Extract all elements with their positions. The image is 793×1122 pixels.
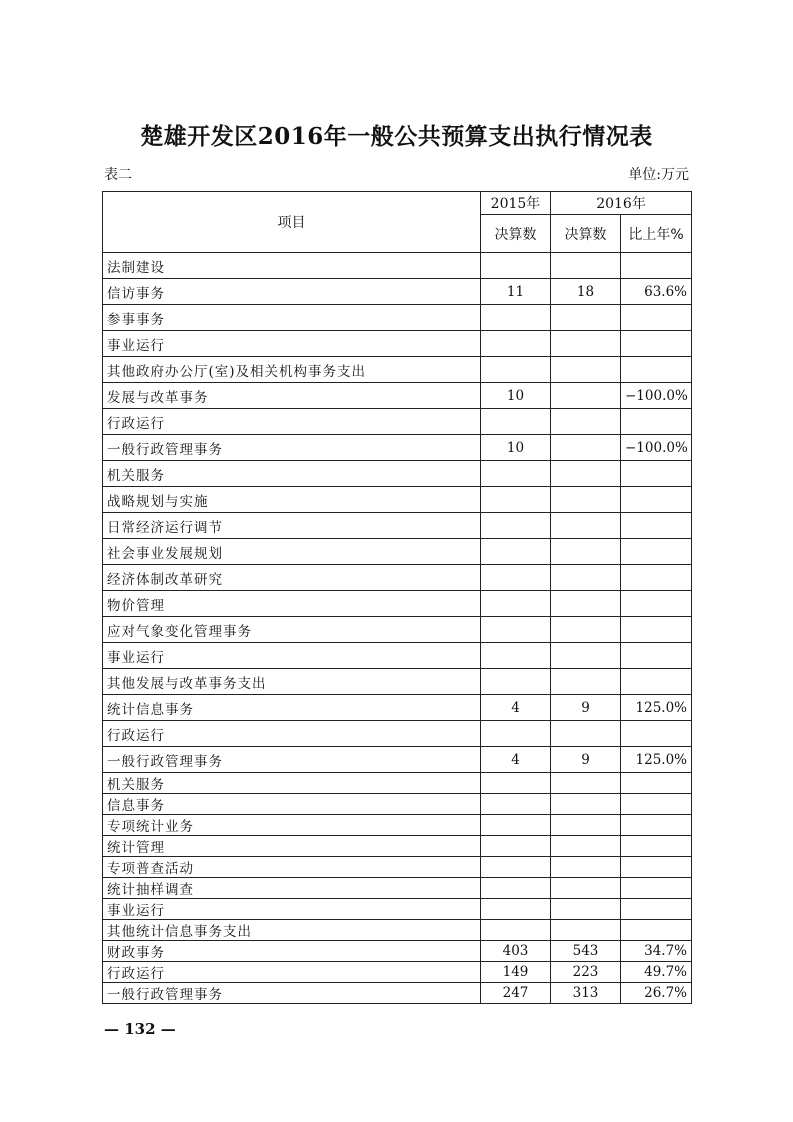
table-row	[103, 513, 692, 539]
row-name: 应对气象变化管理事务	[103, 617, 481, 643]
row-change-pct	[621, 836, 692, 857]
row-change-pct	[621, 617, 692, 643]
row-name: 统计管理	[103, 836, 481, 857]
row-change-pct	[621, 773, 692, 794]
header-actual-2015: 决算数	[481, 215, 551, 253]
row-value-2015	[481, 591, 551, 617]
row-name: 信访事务	[103, 279, 481, 305]
row-value-2015: 11	[481, 279, 551, 305]
table-row	[103, 773, 692, 794]
row-change-pct	[621, 565, 692, 591]
row-name: 专项统计业务	[103, 815, 481, 836]
row-change-pct: 26.7%	[621, 983, 692, 1004]
row-name: 经济体制改革研究	[103, 565, 481, 591]
row-value-2015	[481, 815, 551, 836]
header-actual-2016: 决算数	[551, 215, 621, 253]
row-value-2015	[481, 253, 551, 279]
row-value-2015	[481, 643, 551, 669]
row-change-pct	[621, 815, 692, 836]
table-row	[103, 383, 692, 409]
row-change-pct	[621, 857, 692, 878]
row-value-2015	[481, 487, 551, 513]
row-value-2016	[551, 794, 621, 815]
row-value-2015: 247	[481, 983, 551, 1004]
row-name: 机关服务	[103, 773, 481, 794]
row-name: 一般行政管理事务	[103, 747, 481, 773]
row-value-2015	[481, 461, 551, 487]
row-value-2016	[551, 461, 621, 487]
row-value-2016	[551, 669, 621, 695]
row-value-2015	[481, 331, 551, 357]
row-change-pct: −100.0%	[621, 383, 692, 409]
row-value-2016: 18	[551, 279, 621, 305]
row-name: 统计抽样调查	[103, 878, 481, 899]
row-value-2016: 9	[551, 695, 621, 721]
table-row	[103, 857, 692, 878]
row-name: 发展与改革事务	[103, 383, 481, 409]
row-value-2016: 313	[551, 983, 621, 1004]
row-name: 财政事务	[103, 941, 481, 962]
row-value-2015	[481, 857, 551, 878]
row-change-pct	[621, 539, 692, 565]
row-value-2015	[481, 920, 551, 941]
table-row	[103, 305, 692, 331]
budget-table	[102, 191, 692, 1004]
row-change-pct	[621, 305, 692, 331]
row-value-2016	[551, 721, 621, 747]
row-name: 行政运行	[103, 962, 481, 983]
row-name: 事业运行	[103, 643, 481, 669]
table-label: 表二	[104, 167, 132, 183]
unit-label: 单位:万元	[628, 167, 689, 183]
row-name: 战略规划与实施	[103, 487, 481, 513]
header-item: 项目	[103, 192, 481, 253]
row-name: 机关服务	[103, 461, 481, 487]
row-value-2015	[481, 878, 551, 899]
row-value-2016	[551, 591, 621, 617]
row-value-2015: 149	[481, 962, 551, 983]
row-value-2016	[551, 617, 621, 643]
row-change-pct	[621, 409, 692, 435]
row-value-2015	[481, 565, 551, 591]
row-value-2016	[551, 383, 621, 409]
row-value-2016	[551, 435, 621, 461]
row-value-2015	[481, 617, 551, 643]
header-year-2016: 2016年	[551, 192, 692, 215]
row-value-2016	[551, 815, 621, 836]
row-change-pct: 125.0%	[621, 695, 692, 721]
row-change-pct	[621, 357, 692, 383]
row-value-2015: 4	[481, 695, 551, 721]
page-title: 楚雄开发区2016年一般公共预算支出执行情况表	[140, 123, 653, 150]
table-row	[103, 565, 692, 591]
table-row	[103, 899, 692, 920]
row-change-pct: 63.6%	[621, 279, 692, 305]
row-value-2015	[481, 409, 551, 435]
row-change-pct	[621, 794, 692, 815]
row-name: 法制建设	[103, 253, 481, 279]
row-change-pct: 125.0%	[621, 747, 692, 773]
row-change-pct: −100.0%	[621, 435, 692, 461]
row-value-2016	[551, 878, 621, 899]
table-row	[103, 643, 692, 669]
row-value-2015	[481, 513, 551, 539]
table-row	[103, 878, 692, 899]
row-value-2016: 9	[551, 747, 621, 773]
row-change-pct	[621, 591, 692, 617]
row-change-pct: 49.7%	[621, 962, 692, 983]
table-row	[103, 331, 692, 357]
row-value-2016	[551, 773, 621, 794]
row-value-2015	[481, 773, 551, 794]
row-value-2015	[481, 357, 551, 383]
row-name: 行政运行	[103, 721, 481, 747]
row-value-2015	[481, 669, 551, 695]
page-number: — 132 —	[104, 1020, 176, 1038]
row-change-pct	[621, 669, 692, 695]
row-value-2016	[551, 643, 621, 669]
table-row	[103, 836, 692, 857]
row-name: 日常经济运行调节	[103, 513, 481, 539]
row-value-2016: 543	[551, 941, 621, 962]
table-row	[103, 669, 692, 695]
table-row	[103, 941, 692, 962]
table-row	[103, 591, 692, 617]
table-row	[103, 695, 692, 721]
row-name: 参事事务	[103, 305, 481, 331]
row-value-2016	[551, 357, 621, 383]
row-name: 行政运行	[103, 409, 481, 435]
row-change-pct	[621, 721, 692, 747]
row-name: 社会事业发展规划	[103, 539, 481, 565]
table-row	[103, 279, 692, 305]
table-row	[103, 487, 692, 513]
row-value-2015	[481, 899, 551, 920]
row-name: 一般行政管理事务	[103, 435, 481, 461]
row-value-2016	[551, 857, 621, 878]
table-row	[103, 539, 692, 565]
row-value-2016	[551, 305, 621, 331]
row-value-2016	[551, 487, 621, 513]
row-value-2015	[481, 721, 551, 747]
row-value-2016	[551, 253, 621, 279]
row-change-pct	[621, 899, 692, 920]
row-change-pct	[621, 920, 692, 941]
table-row	[103, 920, 692, 941]
row-value-2016	[551, 331, 621, 357]
row-value-2016	[551, 899, 621, 920]
header-change: 比上年%	[621, 215, 692, 253]
table-row	[103, 983, 692, 1004]
row-value-2015	[481, 794, 551, 815]
row-value-2016	[551, 409, 621, 435]
row-change-pct	[621, 878, 692, 899]
row-value-2015: 4	[481, 747, 551, 773]
row-change-pct	[621, 253, 692, 279]
row-name: 信息事务	[103, 794, 481, 815]
row-change-pct	[621, 331, 692, 357]
table-body	[103, 253, 692, 1004]
row-change-pct: 34.7%	[621, 941, 692, 962]
row-value-2016: 223	[551, 962, 621, 983]
row-value-2015: 403	[481, 941, 551, 962]
row-value-2015	[481, 305, 551, 331]
row-name: 其他统计信息事务支出	[103, 920, 481, 941]
row-name: 其他政府办公厅(室)及相关机构事务支出	[103, 357, 481, 383]
row-value-2015: 10	[481, 435, 551, 461]
row-name: 一般行政管理事务	[103, 983, 481, 1004]
row-value-2016	[551, 836, 621, 857]
table-row	[103, 747, 692, 773]
header-year-2015: 2015年	[481, 192, 551, 215]
table-row	[103, 357, 692, 383]
row-value-2016	[551, 565, 621, 591]
row-value-2015	[481, 539, 551, 565]
row-change-pct	[621, 513, 692, 539]
row-name: 统计信息事务	[103, 695, 481, 721]
row-value-2016	[551, 539, 621, 565]
row-change-pct	[621, 461, 692, 487]
row-value-2015: 10	[481, 383, 551, 409]
row-change-pct	[621, 643, 692, 669]
table-row	[103, 617, 692, 643]
row-change-pct	[621, 487, 692, 513]
table-row	[103, 435, 692, 461]
table-row	[103, 794, 692, 815]
table-row	[103, 409, 692, 435]
row-value-2016	[551, 920, 621, 941]
table-row	[103, 461, 692, 487]
table-row	[103, 721, 692, 747]
row-value-2015	[481, 836, 551, 857]
table-row	[103, 815, 692, 836]
row-name: 其他发展与改革事务支出	[103, 669, 481, 695]
row-value-2016	[551, 513, 621, 539]
table-row	[103, 962, 692, 983]
table-row	[103, 253, 692, 279]
row-name: 事业运行	[103, 331, 481, 357]
row-name: 专项普查活动	[103, 857, 481, 878]
row-name: 事业运行	[103, 899, 481, 920]
row-name: 物价管理	[103, 591, 481, 617]
